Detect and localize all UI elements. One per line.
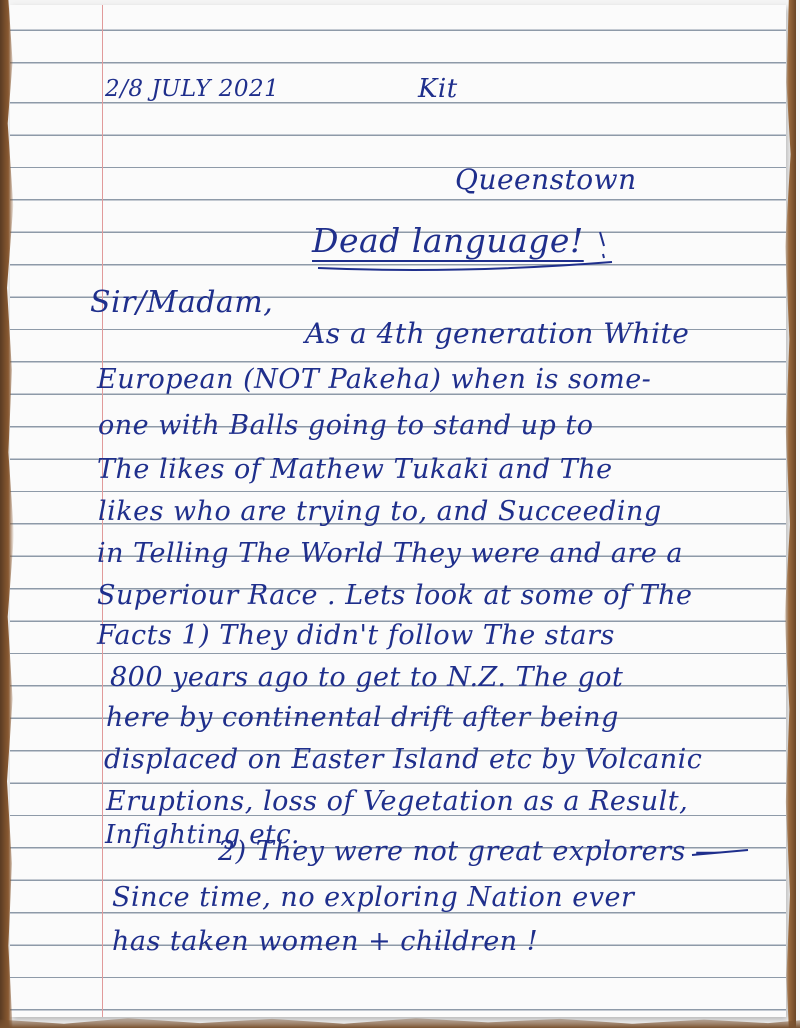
body-line: The likes of Mathew Tukaki and The — [97, 454, 613, 485]
body-line: European (NOT Pakeha) when is some- — [97, 364, 652, 395]
body-line: Superiour Race . Lets look at some of The — [97, 580, 693, 611]
body-line: Infighting etc. — [105, 820, 300, 850]
body-line: here by continental drift after being — [106, 702, 619, 733]
body-line: one with Balls going to stand up to — [98, 410, 594, 441]
letter-signer: Kit — [418, 74, 458, 104]
letter-place: Queenstown — [455, 163, 637, 196]
body-line: likes who are trying to, and Succeeding — [98, 496, 662, 527]
body-line: Facts 1) They didn't follow The stars — [97, 620, 615, 651]
body-line: has taken women + children ! — [112, 926, 539, 957]
body-line: As a 4th generation White — [305, 317, 690, 350]
letter-salutation: Sir/Madam, — [90, 285, 274, 320]
body-line: Eruptions, loss of Vegetation as a Result, — [106, 786, 689, 817]
body-line: displaced on Easter Island etc by Volcanic — [104, 744, 703, 775]
body-line: 2) They were not great explorers — — [218, 836, 723, 867]
letter-date: 2/8 JULY 2021 — [105, 76, 280, 102]
body-line: Since time, no exploring Nation ever — [112, 882, 635, 913]
letter-title: Dead language! — [312, 221, 584, 260]
body-line: in Telling The World They were and are a — [97, 538, 683, 569]
body-line: 800 years ago to get to N.Z. The got — [110, 662, 624, 693]
